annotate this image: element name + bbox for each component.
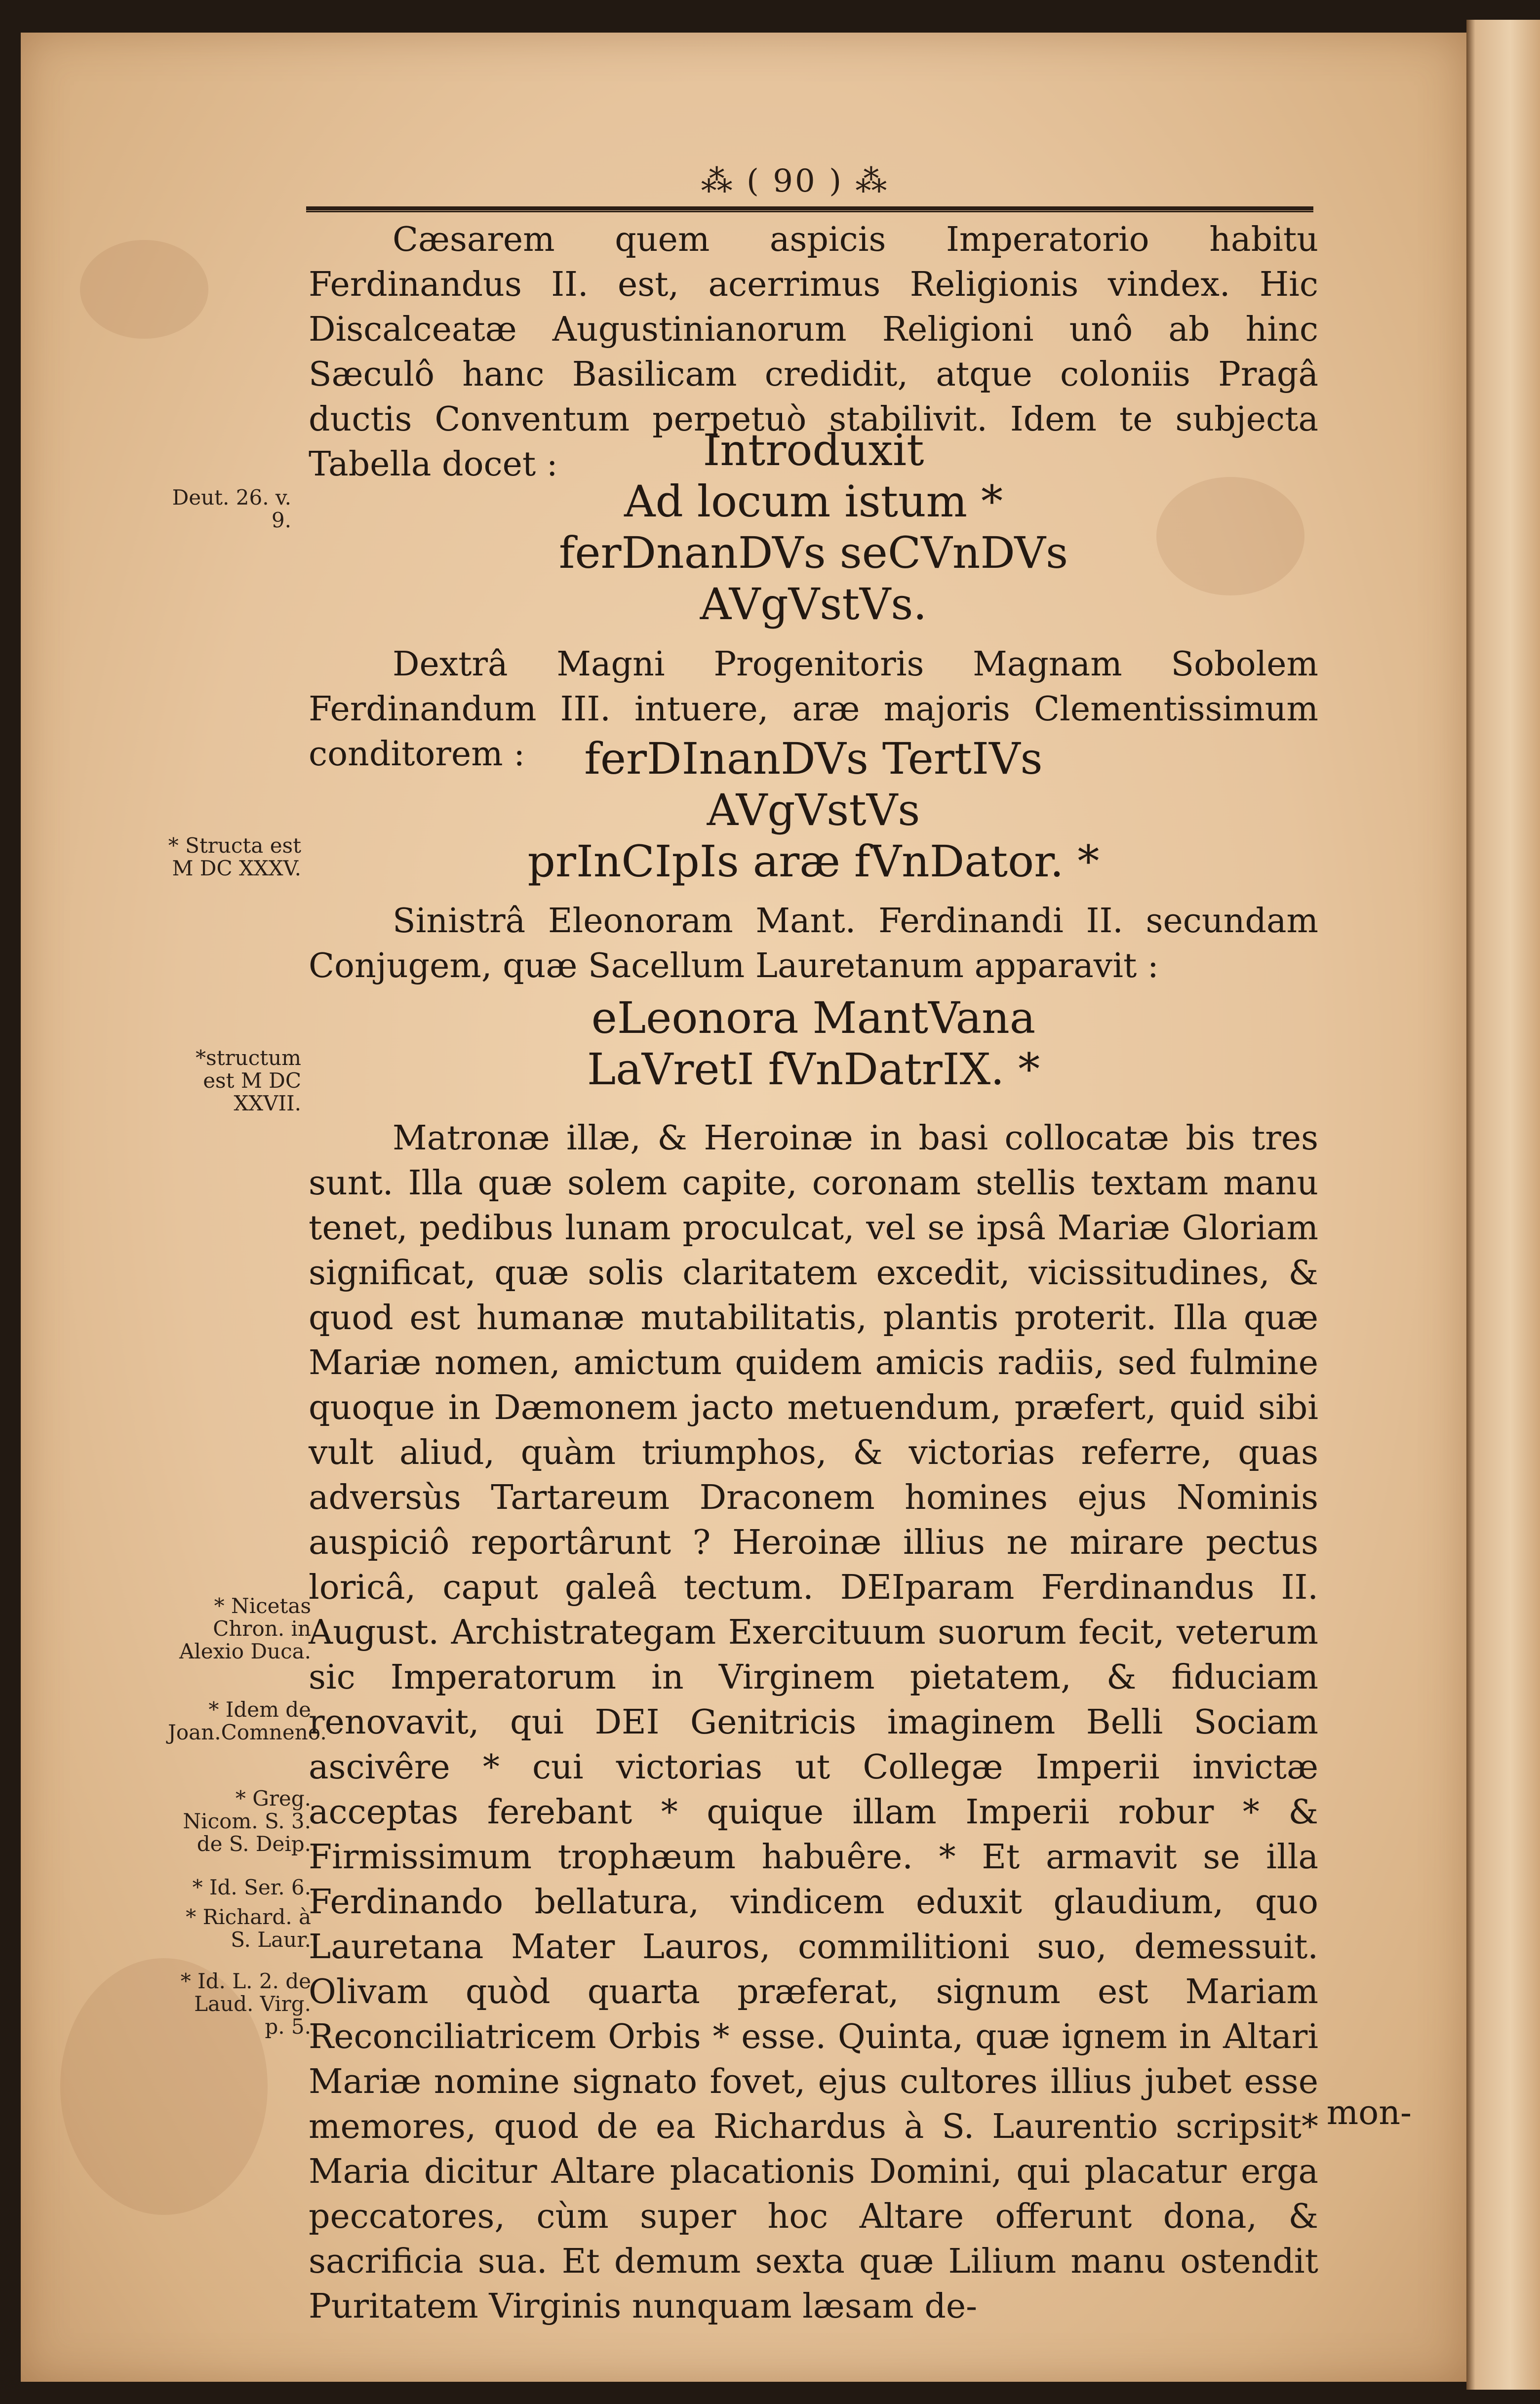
ornament-right: ⁂	[855, 163, 889, 199]
chronogram-3	[309, 992, 1318, 1095]
ornament-left: ⁂	[701, 163, 735, 199]
chronogram-line: AVgVstVs.	[700, 579, 927, 630]
chronogram-line: ferDInanDVs TertIVs	[584, 733, 1043, 784]
margin-note-idem: * Idem de Joan.Comneno.	[168, 1697, 327, 1744]
header-rule	[306, 206, 1313, 212]
paragraph-text: Dextrâ Magni Progenitoris Magnam Sobolem Ferdinandum III. intuere, aræ majoris Clementissimum conditorem :	[309, 645, 1318, 774]
margin-note-idser: * Id. Ser. 6.	[192, 1875, 311, 1899]
chronogram-line: eLeonora MantVana	[591, 992, 1036, 1043]
facing-page-edge	[1466, 20, 1540, 2390]
paragraph-text: Sinistrâ Eleonoram Mant. Ferdinandi II. secundam Conjugem, quæ Sacellum Lauretanum apparavit :	[309, 902, 1318, 985]
chronogram-1	[309, 425, 1318, 630]
paragraph-text: Matronæ illæ, & Heroinæ in basi collocatæ bis tres sunt. Illa quæ solem capite, coronam stellis textam manu tenet, pedibus lunam proculcat, vel se ipsâ Mariæ Gloriam significat, quæ solis claritatem excedit, vicissitudines, & quod est humanæ mutabilitatis, plantis proterit. Illa quæ Mariæ nomen, amictum quidem amicis radiis, sed fulmine quoque in Dæmonem jacto metuendum, præfert, quid sibi vult aliud, quàm triumphos, & victorias referre, quas adversùs Tartareum Draconem homines ejus Nominis auspiciô reportârunt ? Heroinæ illius ne mirare pectus loricâ, caput galeâ tectum. DEIparam Ferdinandus II. August. Archistrategam Exercituum suorum fecit, veterum sic Imperatorum in Virginem pietatem, & fiduciam renovavit, qui DEI Genitricis imaginem Belli Sociam ascivêre * cui victorias ut Collegæ Imperii invictæ acceptas ferebant * quique illam Imperii robur * & Firmissimum trophæum habuêre. * Et armavit se illa Ferdinando bellatura, vindicem eduxit glaudium, quo Lauretana Mater Lauros, commilitioni suo, demessuit. Olivam quòd quarta præferat, signum est Mariam Reconciliatricem Orbis * esse. Quinta, quæ ignem in Altari Mariæ nomine signato fovet, ejus cultores illius jubet esse memores, quod de ea Richardus à S. Laurentio scripsit* Maria dicitur Altare placationis Domini, qui placatur erga peccatores, cùm super hoc Altare offerunt dona, & sacrificia sua. Et demum sexta quæ Lilium manu ostendit Puritatem Virginis nunquam læsam de-	[309, 1119, 1318, 2326]
chronogram-line: prInCIpIs aræ fVnDator. *	[527, 836, 1100, 887]
margin-note-structa: * Structa est M DC XXXV.	[168, 833, 301, 880]
margin-note-deut: Deut. 26. v. 9.	[172, 485, 291, 532]
margin-note-nicetas: * Nicetas Chron. in Alexio Duca.	[179, 1594, 311, 1663]
page-header	[276, 163, 1313, 199]
paragraph-text: Cæsarem quem aspicis Imperatorio habitu Ferdinandus II. est, acerrimus Religionis vindex. Hic Discalceatæ Augustinianorum Religioni unô ab hinc Sæculô hanc Basilicam credidit, atque coloniis Pragâ ductis Conventum perpetuò stabilivit. Idem te subjecta Tabella docet :	[309, 220, 1318, 484]
chronogram-line: Introduxit	[703, 425, 924, 475]
paragraph-4	[309, 1116, 1318, 2329]
page-number: ( 90 )	[746, 163, 844, 199]
margin-note-structum: *structum est M DC XXVII.	[196, 1046, 301, 1115]
catchword: mon-	[1326, 2093, 1412, 2132]
chronogram-line: Ad locum istum *	[624, 476, 1003, 527]
paper-stain	[80, 240, 208, 339]
chronogram-line: ferDnanDVs seCVnDVs	[558, 527, 1068, 578]
chronogram-2	[309, 733, 1318, 887]
paragraph-3	[309, 899, 1318, 988]
margin-note-idl: * Id. L. 2. de Laud. Virg. p. 5.	[180, 1969, 311, 2039]
chronogram-line: AVgVstVs	[707, 785, 920, 835]
chronogram-line: LaVretI fVnDatrIX. *	[587, 1044, 1040, 1095]
margin-note-richard: * Richard. à S. Laur.	[186, 1905, 311, 1952]
margin-note-greg: * Greg. Nicom. S. 3. de S. Deip.	[183, 1786, 311, 1856]
